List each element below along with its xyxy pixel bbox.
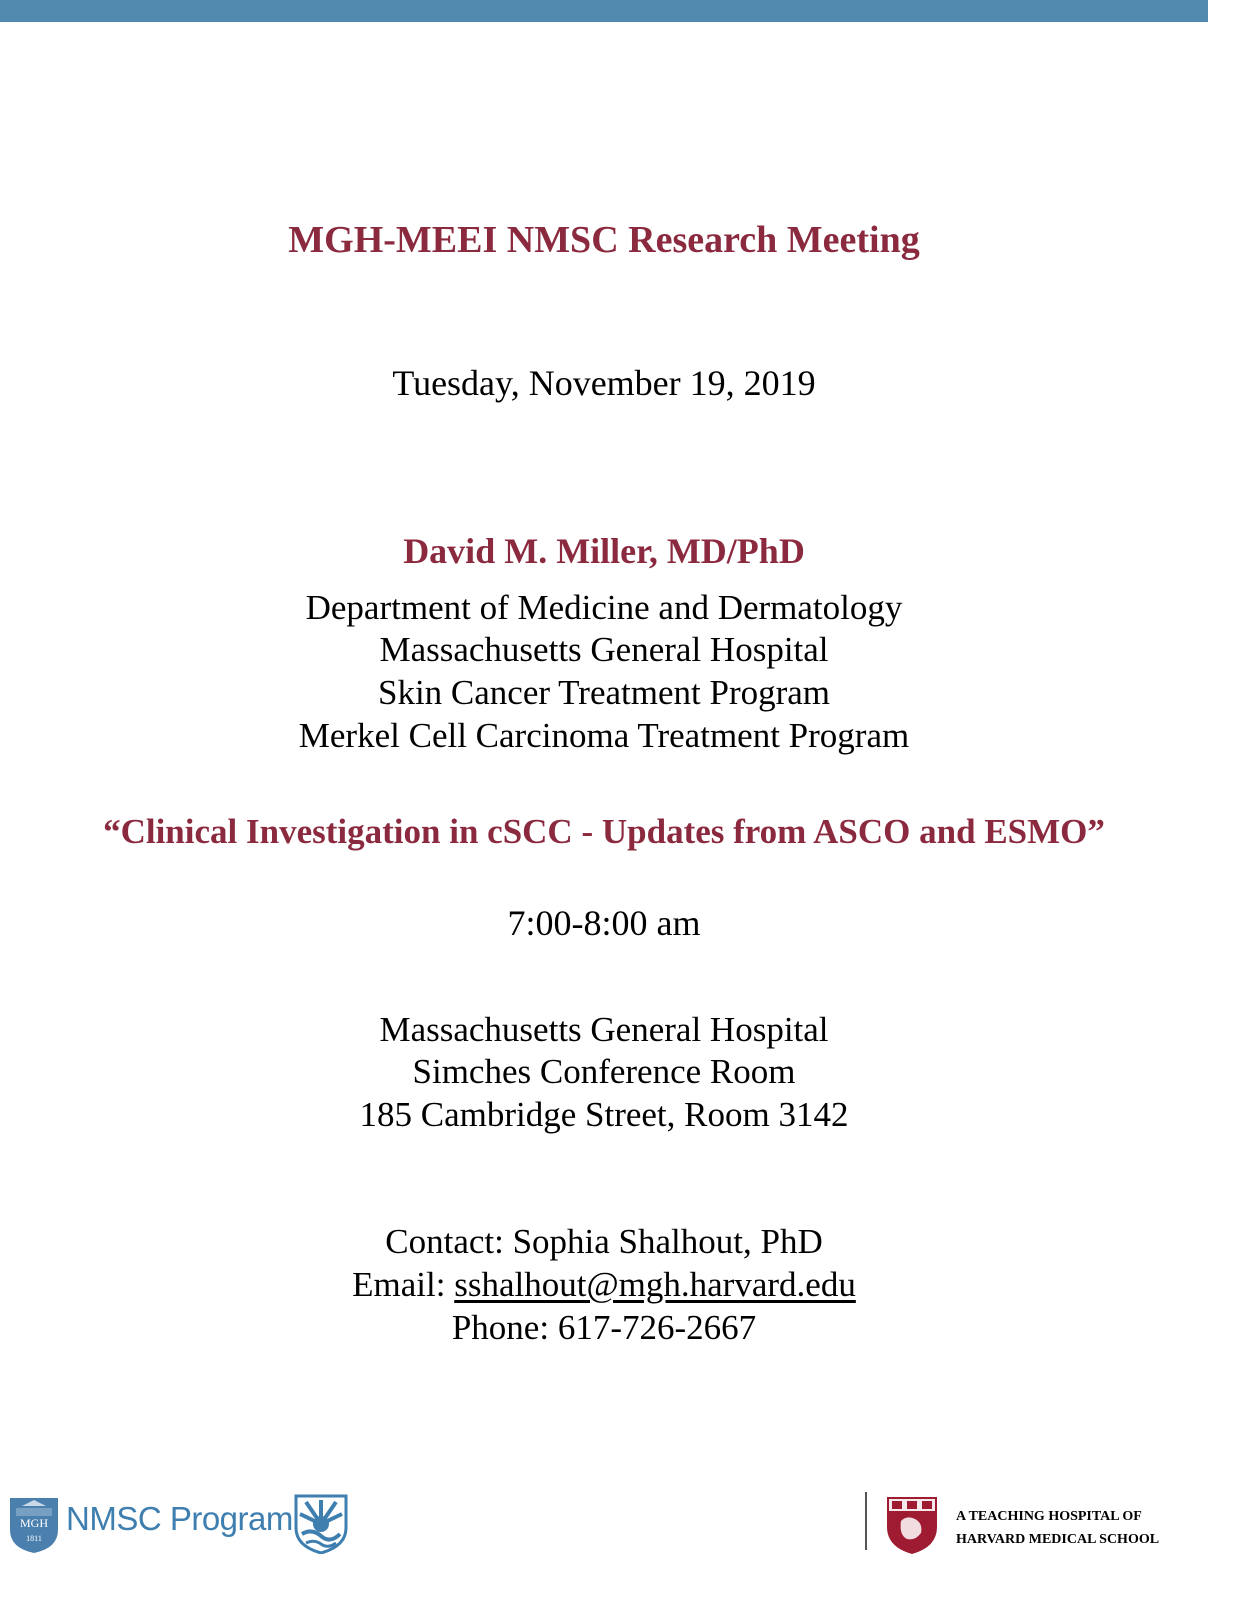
footer-divider: [865, 1492, 867, 1550]
speaker-name: David M. Miller, MD/PhD: [403, 531, 805, 571]
contact-email-line: [0, 1265, 1208, 1305]
top-accent-bar: [0, 0, 1208, 22]
contact-phone: Phone: 617-726-2667: [451, 1308, 757, 1347]
location-line: Simches Conference Room: [412, 1052, 796, 1091]
contact-name: Contact: Sophia Shalhout, PhD: [385, 1222, 823, 1261]
talk-time: 7:00-8:00 am: [507, 903, 701, 943]
harvard-line-2: HARVARD MEDICAL SCHOOL: [956, 1532, 1160, 1547]
mgh-logo-text: MGH: [19, 1516, 49, 1530]
location-line: 185 Cambridge Street, Room 3142: [359, 1095, 849, 1134]
harvard-line-1: A TEACHING HOSPITAL OF: [956, 1509, 1142, 1524]
speaker-affiliation: Massachusetts General Hospital: [379, 630, 829, 669]
location-line: Massachusetts General Hospital: [379, 1010, 829, 1049]
email-link[interactable]: sshalhout@mgh.harvard.edu: [454, 1265, 856, 1304]
mgh-shield-icon: [8, 1494, 60, 1554]
meeting-date: Tuesday, November 19, 2019: [392, 363, 816, 403]
speaker-affiliation: Skin Cancer Treatment Program: [377, 673, 831, 712]
email-label: Email:: [352, 1265, 455, 1304]
mgh-logo-year: 1811: [26, 1534, 42, 1543]
sunburst-shield-icon: [294, 1494, 348, 1554]
talk-title: “Clinical Investigation in cSCC - Updates from ASCO and ESMO”: [103, 812, 1105, 851]
speaker-affiliation: Department of Medicine and Dermatology: [305, 588, 903, 627]
speaker-affiliation: Merkel Cell Carcinoma Treatment Program: [298, 716, 910, 755]
meeting-title: MGH-MEEI NMSC Research Meeting: [288, 219, 920, 261]
harvard-affiliation: [956, 1505, 1159, 1551]
harvard-shield-icon: [885, 1495, 939, 1555]
program-name: NMSC Program: [66, 1500, 293, 1537]
